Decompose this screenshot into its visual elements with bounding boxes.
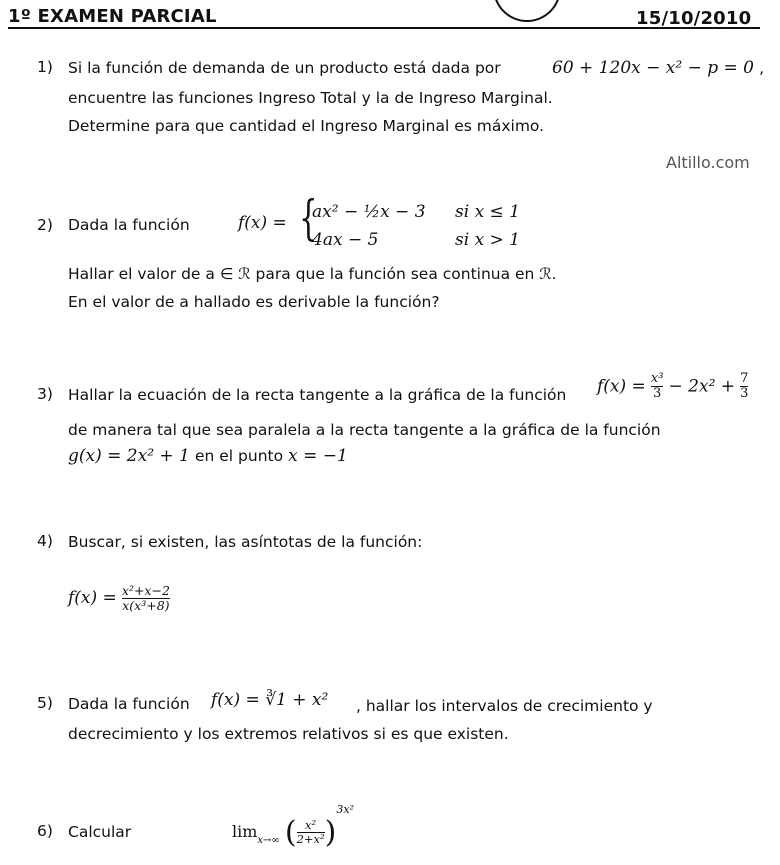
q1-line3: Determine para que cantidad el Ingreso Marginal es máximo. [68, 117, 545, 135]
q2-number: 2) [37, 216, 53, 234]
q3-line1: Hallar la ecuación de la recta tangente a la gráfica de la función [68, 386, 567, 404]
q2-piece2-expr: 4ax − 5 [312, 230, 379, 250]
q2-piece1-cond: si x ≤ 1 [455, 202, 521, 222]
q4-function: f(x) = $\frac{\text{x²+x−2}}{\text{x(x³+8)}}$ [68, 583, 170, 613]
q3-frac1: $\frac{\text{x³}}{3}$ [650, 371, 664, 402]
q4-text: Buscar, si existen, las asíntotas de la función: [68, 533, 423, 551]
q3-number: 3) [37, 385, 53, 403]
q1-line1: Si la función de demanda de un producto está dada por [68, 59, 501, 77]
q6-text: Calcular [68, 823, 132, 841]
q6-denominator: 2+x² [296, 832, 325, 846]
header-logo [493, 0, 561, 22]
q6-lim-sub: x→∞ [257, 835, 280, 846]
q1-equation [552, 56, 764, 80]
q1-math-suffix: , [759, 59, 765, 77]
q2-piece1-expr: ax² − ½x − 3 [312, 202, 426, 222]
exam-date: 15/10/2010 [636, 8, 752, 29]
q3-line2: de manera tal que sea paralela a la recta tangente a la gráfica de la función [68, 421, 661, 439]
q5-rest: , hallar los intervalos de crecimiento y [356, 697, 653, 715]
header-rule [8, 27, 760, 29]
exam-title: 1º EXAMEN PARCIAL [8, 6, 217, 27]
q4-denominator: x(x³+8) [122, 597, 170, 613]
q1-line2: encuentre las funciones Ingreso Total y la de Ingreso Marginal. [68, 89, 553, 107]
q3-line3 [68, 444, 348, 468]
q5-intro: Dada la función [68, 695, 190, 713]
q6-number: 6) [37, 822, 53, 840]
watermark-text: Altillo.com [666, 153, 750, 172]
q3-g-expr: g(x) = 2x² + 1 [68, 446, 190, 466]
q6-lim: lim [232, 822, 258, 841]
q4-fraction [122, 584, 170, 613]
q4-number: 4) [37, 532, 53, 550]
q5-number: 5) [37, 694, 53, 712]
q2-left-brace: { [299, 190, 318, 246]
q6-numerator: x² [305, 818, 317, 833]
q6-fraction [297, 819, 325, 845]
q3-frac2: $\frac{7}{3}$ [740, 371, 749, 402]
q1-math: 60 + 120x − x² − p = 0 [552, 58, 754, 78]
q5-line2: decrecimiento y los extremos relativos si es que existen. [68, 725, 509, 743]
q6-exponent: 3x² [336, 803, 354, 816]
q2-piece2-cond: si x > 1 [455, 230, 521, 250]
q2-line2: En el valor de a hallado es derivable la función? [68, 293, 440, 311]
q4-numerator: x²+x−2 [121, 583, 170, 598]
q1-number: 1) [37, 58, 53, 76]
q3-function: f(x) = $\frac{\text{x³}}{3}$ − 2x² + $\frac{7}{3}$ [597, 371, 749, 402]
q6-limit: $\lim_{x\to\infty}$ ( $\frac{\text{x²}}{\text{2+x²}}$ )$^{3x^2}$ [232, 803, 354, 850]
q5-expr: f(x) = ∛1 + x² [211, 690, 329, 710]
q2-line1: Hallar el valor de a ∈ ℛ para que la función sea continua en ℛ. [68, 265, 557, 283]
q3-point: x = −1 [288, 446, 348, 466]
q2-intro: Dada la función [68, 216, 190, 234]
q2-fx-label: f(x) = [238, 213, 287, 233]
q3-mid: en el punto [194, 447, 284, 465]
